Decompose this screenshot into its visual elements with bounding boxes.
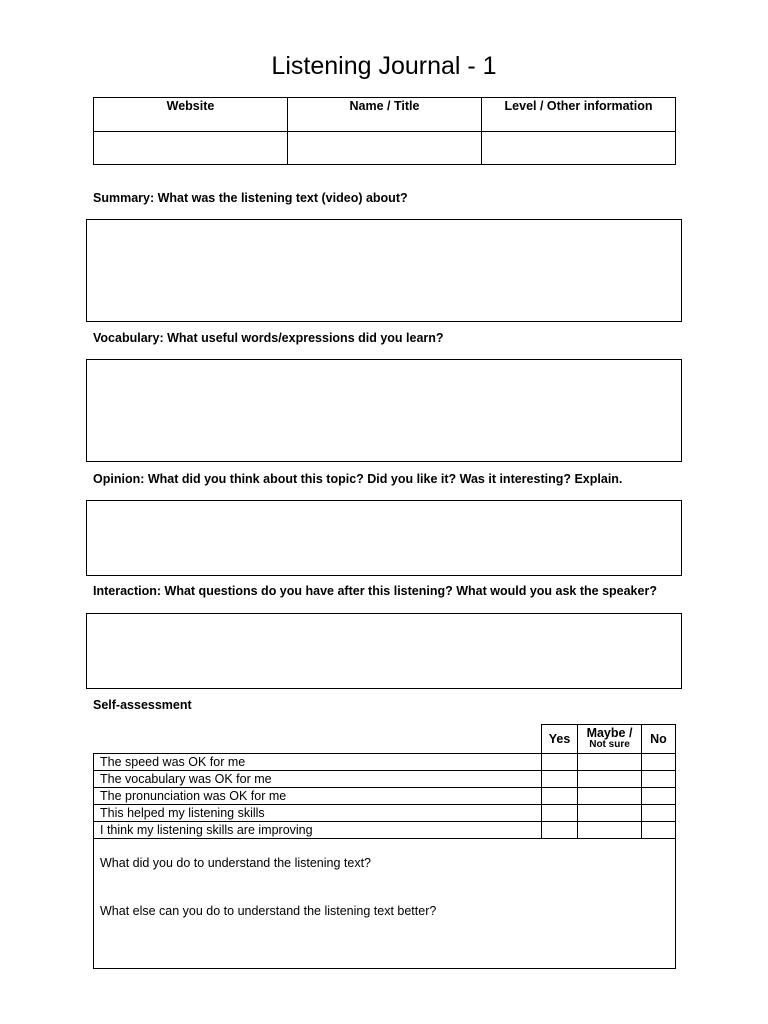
yes-cell[interactable] [542, 754, 578, 771]
info-header-level: Level / Other information [482, 98, 676, 132]
vocabulary-label: Vocabulary: What useful words/expressions did you learn? [93, 331, 444, 345]
maybe-cell[interactable] [578, 754, 642, 771]
info-table [93, 97, 676, 165]
summary-answer-box[interactable] [86, 219, 682, 322]
maybe-cell[interactable] [578, 822, 642, 839]
reflection-question-1: What did you do to understand the listening text? [100, 856, 372, 870]
no-cell[interactable] [642, 771, 676, 788]
assessment-row-label: I think my listening skills are improving [94, 822, 542, 839]
yes-column-header: Yes [542, 725, 578, 754]
name-title-cell[interactable] [288, 132, 482, 165]
assessment-row-label: This helped my listening skills [94, 805, 542, 822]
self-assessment-heading: Self-assessment [93, 698, 192, 712]
opinion-label: Opinion: What did you think about this topic? Did you like it? Was it interesting? Explain. [93, 472, 623, 486]
corner-cell [94, 725, 542, 754]
summary-label: Summary: What was the listening text (video) about? [93, 191, 408, 205]
yes-cell[interactable] [542, 771, 578, 788]
info-header-website: Website [94, 98, 288, 132]
no-cell[interactable] [642, 822, 676, 839]
no-column-header: No [642, 725, 676, 754]
yes-cell[interactable] [542, 822, 578, 839]
page-title: Listening Journal - 1 [271, 52, 497, 80]
interaction-label: Interaction: What questions do you have after this listening? What would you ask the speaker? [93, 584, 657, 598]
reflection-question-2: What else can you do to understand the listening text better? [100, 904, 437, 918]
maybe-column-header: Maybe / Not sure [578, 725, 642, 754]
level-cell[interactable] [482, 132, 676, 165]
vocabulary-answer-box[interactable] [86, 359, 682, 462]
website-cell[interactable] [94, 132, 288, 165]
no-cell[interactable] [642, 788, 676, 805]
assessment-row-label: The speed was OK for me [94, 754, 542, 771]
assessment-row-label: The pronunciation was OK for me [94, 788, 542, 805]
yes-cell[interactable] [542, 788, 578, 805]
self-assessment-table [93, 724, 676, 969]
no-cell[interactable] [642, 754, 676, 771]
interaction-answer-box[interactable] [86, 613, 682, 689]
assessment-row-label: The vocabulary was OK for me [94, 771, 542, 788]
maybe-cell[interactable] [578, 805, 642, 822]
reflection-questions-box[interactable] [94, 839, 676, 969]
maybe-cell[interactable] [578, 771, 642, 788]
opinion-answer-box[interactable] [86, 500, 682, 576]
yes-cell[interactable] [542, 805, 578, 822]
no-cell[interactable] [642, 805, 676, 822]
info-header-name-title: Name / Title [288, 98, 482, 132]
maybe-cell[interactable] [578, 788, 642, 805]
